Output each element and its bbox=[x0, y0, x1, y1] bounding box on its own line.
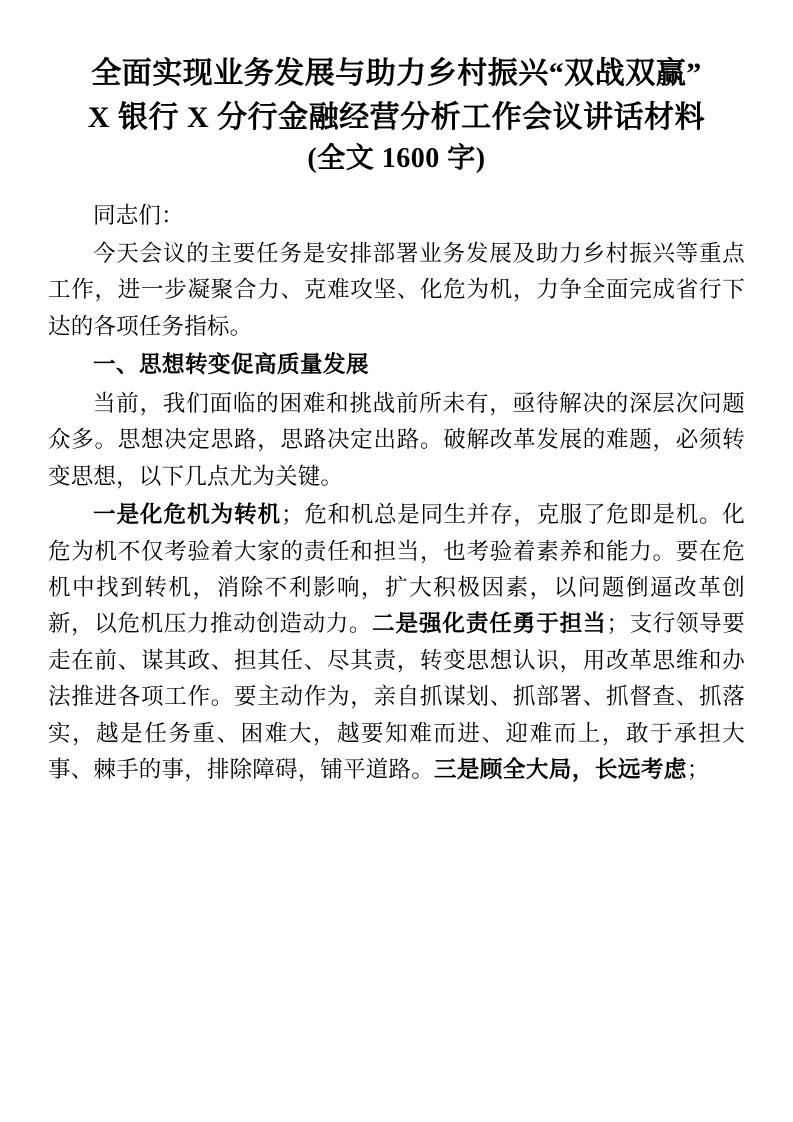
run-text-2: ；支行领导要走在前、谋其政、担其任、尽其责，转变思想认识，用改革思维和办法推进各项工作。要主动作为，亲自抓谋划、抓部署、抓督查、抓落实，越是任务重、困难大，越要知难而进、迎难而上，敢于承担大事、棘手的事，排除障碍，铺平道路。 bbox=[48, 611, 745, 784]
run-bold-1: 一是化危机为转机 bbox=[93, 502, 282, 528]
intro-paragraph: 今天会议的主要任务是安排部署业务发展及助力乡村振兴等重点工作，进一步凝聚合力、克难攻坚、化危为机，力争全面完成省行下达的各项任务指标。 bbox=[48, 241, 745, 340]
run-text-1: ；危和机总是同生并存，克服了危即是机。化危为机不仅考验着大家的责任和担当，也考验着素养和能力。要在危机中找到转机，消除不利影响，扩大积极因素，以问题倒逼改革创新，以危机压力推动创造动力。 bbox=[48, 502, 745, 638]
page-title bbox=[48, 52, 745, 180]
mixed-run-paragraph bbox=[48, 497, 745, 789]
document-body bbox=[48, 198, 745, 789]
section-paragraph: 当前，我们面临的困难和挑战前所未有，亟待解决的深层次问题众多。思想决定思路，思路决定出路。破解改革发展的难题，必须转变思想，以下几点尤为关键。 bbox=[48, 390, 745, 490]
title-line-2: X 银行 X 分行金融经营分析工作会议讲话材料 bbox=[87, 100, 706, 134]
title-line-1: 全面实现业务发展与助力乡村振兴“双战双赢” bbox=[91, 57, 702, 90]
run-text-3: ； bbox=[686, 757, 710, 784]
salutation: 同志们： bbox=[93, 202, 184, 229]
section-heading: 一、思想转变促高质量发展 bbox=[93, 352, 370, 378]
title-line-3: (全文 1600 字) bbox=[307, 143, 486, 174]
run-bold-3: 三是顾全大局，长远考虑 bbox=[433, 757, 687, 783]
run-bold-2: 二是强化责任勇于担当 bbox=[372, 611, 607, 637]
